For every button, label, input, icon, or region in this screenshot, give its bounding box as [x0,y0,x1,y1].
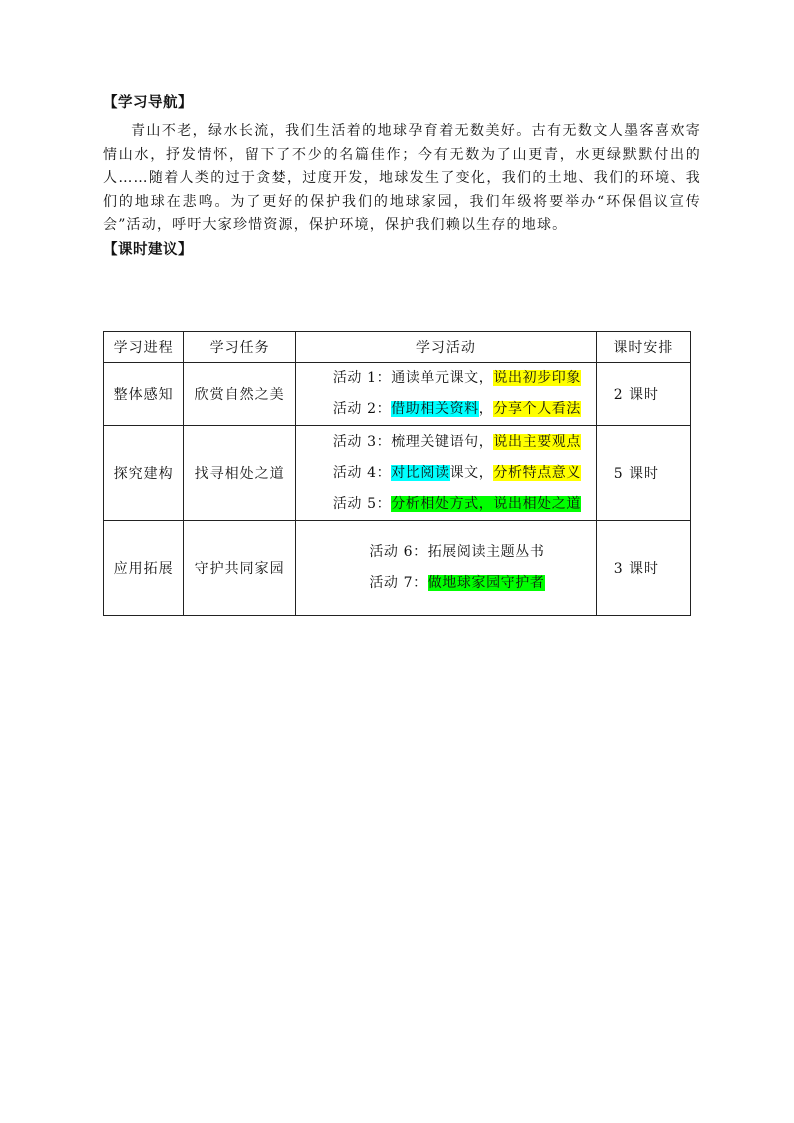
table-row [104,426,691,521]
table-row [104,363,691,426]
activity-line [318,458,596,489]
activity-highlight-green: 分析相处方式，说出相处之道 [391,495,581,512]
activities-cell [296,363,597,426]
activity-prefix: 活动 7： [369,575,428,591]
activity-prefix: 活动 5： [332,495,392,512]
activity-prefix: 活动 4： [332,464,392,481]
header-hours: 课时安排 [596,332,690,363]
schedule-heading: 【课时建议】 [103,241,193,258]
activity-line [318,427,596,458]
stage-cell: 整体感知 [104,363,184,426]
activities-cell [296,426,597,521]
table-row [104,521,691,616]
hours-cell: 2 课时 [596,363,690,426]
activity-prefix: 活动 1： [332,370,392,386]
activity-highlight-yellow: 分析特点意义 [493,464,581,481]
activities-cell [296,521,597,616]
task-cell: 守护共同家园 [184,521,296,616]
header-stage: 学习进程 [104,332,184,363]
activity-text: 梳理关键语句， [391,433,494,450]
activity-highlight-cyan: 对比阅读 [391,464,450,481]
activity-highlight-yellow: 说出初步印象 [493,370,581,386]
table-header-row [104,332,691,363]
activity-text: 通读单元课文， [391,370,494,386]
activity-highlight-cyan: 借助相关资料 [391,401,479,417]
activity-prefix: 活动 2： [332,401,392,417]
intro-paragraph: 青山不老，绿水长流，我们生活着的地球孕育着无数美好。古有无数文人墨客喜欢寄情山水，抒发情怀，留下了不少的名篇佳作；今有无数为了山更青，水更绿默默付出的人……随着人类的过于贪婪，过度开发，地球发生了变化，我们的土地、我们的环境、我们的地球在悲鸣。为了更好的保护我们的地球家园，我们年级将要举办“环保倡议宣传会”活动，呼吁大家珍惜资源，保护环境，保护我们赖以生存的地球。 [103,123,701,234]
lesson-plan-table [103,331,691,616]
activity-highlight-green: 做地球家园守护者 [427,575,545,591]
header-task: 学习任务 [184,332,296,363]
task-cell: 欣赏自然之美 [184,363,296,426]
stage-cell: 应用拓展 [104,521,184,616]
activity-line [318,489,596,520]
activity-line [318,394,596,425]
activity-line [318,537,596,568]
task-cell: 找寻相处之道 [184,426,296,521]
header-activities: 学习活动 [296,332,597,363]
activity-prefix: 活动 6： [369,544,428,560]
activity-prefix: 活动 3： [332,433,392,450]
hours-cell: 5 课时 [596,426,690,521]
activity-line [318,568,596,599]
document-page [103,92,703,591]
activity-text: 课文， [449,464,494,481]
learning-guide-heading: 【学习导航】 [103,95,193,111]
activity-highlight-yellow: 分享个人看法 [493,401,581,417]
activity-separator: ， [478,401,494,417]
activity-text: 拓展阅读主题丛书 [427,544,545,560]
hours-cell: 3 课时 [596,521,690,616]
activity-line [318,363,596,394]
stage-cell: 探究建构 [104,426,184,521]
activity-highlight-yellow: 说出主要观点 [493,433,581,450]
